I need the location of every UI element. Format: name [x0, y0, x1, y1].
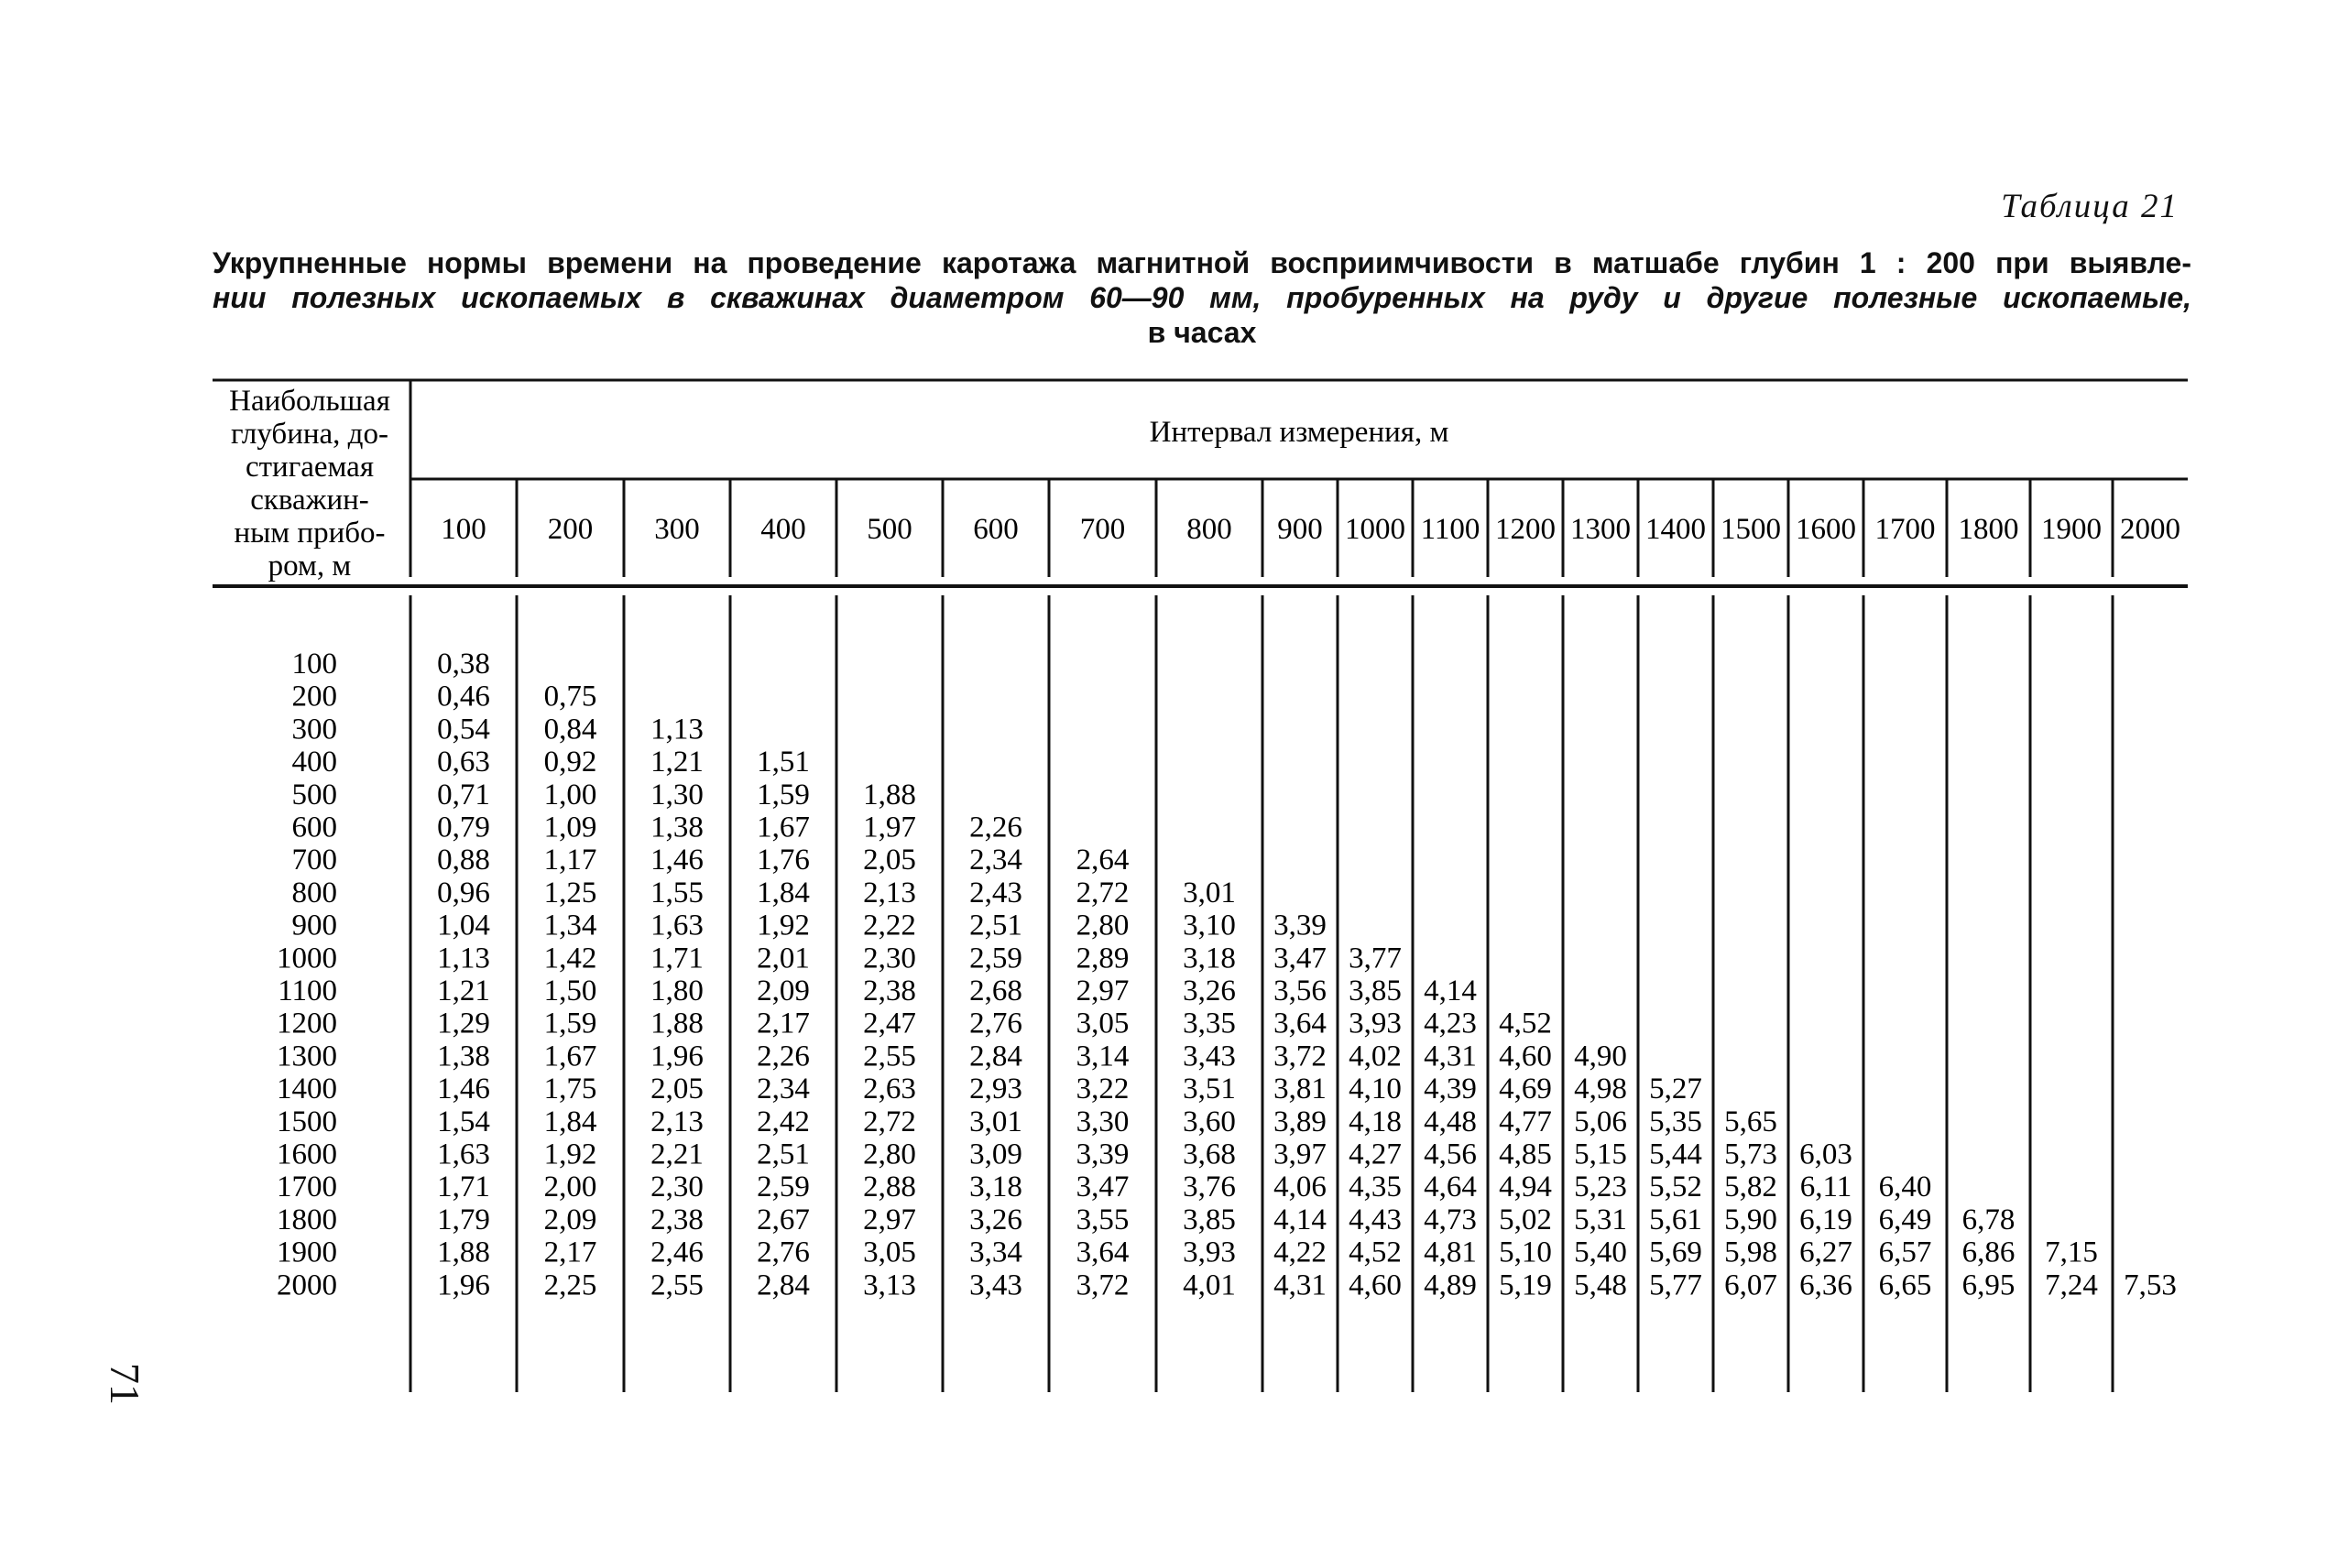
table-cell: 3,47: [1076, 1171, 1130, 1204]
table-cell: 5,61: [1649, 1203, 1702, 1236]
table-cell: 1,97: [863, 811, 916, 844]
table-cell: 6,57: [1878, 1236, 1932, 1269]
table-cell: 2,30: [650, 1171, 704, 1204]
table-cell: 1,46: [437, 1073, 490, 1106]
column-header: 1800: [1958, 513, 2019, 546]
table-cell: 5,69: [1649, 1236, 1702, 1269]
table-cell: 3,14: [1076, 1040, 1130, 1073]
table-cell: 3,64: [1273, 1007, 1327, 1040]
table-cell: 1,59: [543, 1007, 597, 1040]
column-header: 200: [547, 513, 594, 546]
table-cell: 3,93: [1349, 1007, 1402, 1040]
table-cell: 1,46: [650, 844, 704, 877]
interval-header: Интервал измерения, м: [1149, 416, 1449, 449]
table-cell: 5,73: [1724, 1138, 1777, 1171]
table-cell: 3,85: [1349, 975, 1402, 1007]
table-cell: 4,14: [1424, 975, 1477, 1007]
table-cell: 4,69: [1499, 1073, 1552, 1106]
table-cell: 6,78: [1961, 1203, 2016, 1236]
table-cell: 4,94: [1499, 1171, 1552, 1204]
table-cell: 0,71: [437, 778, 490, 811]
table-cell: 1,80: [650, 975, 704, 1007]
row-depth-label: 1500: [277, 1105, 337, 1138]
table-cell: 3,09: [969, 1138, 1022, 1171]
table-cell: 0,79: [437, 811, 490, 844]
table-cell: 4,52: [1349, 1236, 1402, 1269]
row-depth-label: 1800: [277, 1203, 337, 1236]
row-depth-label: 1600: [277, 1138, 337, 1171]
table-cell: 1,67: [757, 811, 810, 844]
column-header: 1100: [1420, 513, 1480, 546]
table-cell: 1,84: [757, 876, 810, 909]
table-cell: 4,10: [1349, 1073, 1402, 1106]
table-cell: 2,01: [757, 942, 810, 975]
row-depth-label: 800: [291, 876, 337, 909]
table-cell: 5,35: [1649, 1105, 1702, 1138]
table-cell: 0,88: [437, 844, 490, 877]
stub-header: [229, 385, 390, 583]
table-cell: 3,93: [1183, 1236, 1236, 1269]
table-cell: 4,18: [1349, 1105, 1402, 1138]
table-cell: 1,59: [757, 778, 810, 811]
table-cell: 3,72: [1273, 1040, 1327, 1073]
table-cell: 1,00: [543, 778, 597, 811]
table-cell: 4,64: [1424, 1171, 1477, 1204]
table-cell: 1,21: [650, 746, 704, 779]
table-cell: 3,60: [1183, 1105, 1236, 1138]
table-cell: 2,34: [969, 844, 1022, 877]
table-cell: 5,23: [1574, 1171, 1627, 1204]
table-cell: 5,19: [1499, 1269, 1552, 1302]
column-header: 1600: [1796, 513, 1856, 546]
table-cell: 1,76: [757, 844, 810, 877]
table-cell: 4,90: [1574, 1040, 1627, 1073]
table-cell: 2,51: [757, 1138, 810, 1171]
table-cell: 4,48: [1424, 1105, 1477, 1138]
table-cell: 2,05: [650, 1073, 704, 1106]
table-cell: 0,63: [437, 746, 490, 779]
table-cell: 1,38: [437, 1040, 490, 1073]
table-cell: 2,63: [863, 1073, 916, 1106]
table-cell: 0,84: [543, 713, 597, 746]
table-cell: 1,04: [437, 909, 490, 942]
row-depth-label: 300: [291, 713, 337, 746]
table-cell: 3,39: [1076, 1138, 1130, 1171]
table-cell: 4,35: [1349, 1171, 1402, 1204]
row-depth-label: 1100: [278, 975, 337, 1007]
table-cell: 1,71: [437, 1171, 490, 1204]
table-cell: 6,49: [1878, 1203, 1932, 1236]
table-cell: 4,81: [1424, 1236, 1477, 1269]
table-cell: 1,51: [757, 746, 810, 779]
table-cell: 4,39: [1424, 1073, 1477, 1106]
table-cell: 5,77: [1649, 1269, 1702, 1302]
table-cell: 1,30: [650, 778, 704, 811]
table-cell: 1,55: [650, 876, 704, 909]
table-cell: 3,72: [1076, 1269, 1130, 1302]
table-cell: 6,40: [1878, 1171, 1932, 1204]
table-cell: 3,85: [1183, 1203, 1236, 1236]
table-cell: 2,55: [650, 1269, 704, 1302]
row-depth-label: 600: [291, 811, 337, 844]
table-cell: 5,31: [1574, 1203, 1627, 1236]
table-cell: 3,51: [1183, 1073, 1236, 1106]
table-cell: 0,75: [543, 680, 597, 713]
table-cell: 5,82: [1724, 1171, 1777, 1204]
table-cell: 1,71: [650, 942, 704, 975]
table-cell: 7,53: [2124, 1269, 2177, 1302]
table-cell: 2,64: [1076, 844, 1130, 877]
column-header: 800: [1186, 513, 1232, 546]
table-cell: 2,09: [757, 975, 810, 1007]
table-cell: 2,21: [650, 1138, 704, 1171]
table-cell: 3,22: [1076, 1073, 1130, 1106]
table-cell: 3,55: [1076, 1203, 1130, 1236]
table-cell: 3,18: [1183, 942, 1236, 975]
table-cell: 2,46: [650, 1236, 704, 1269]
row-depth-label: 400: [291, 746, 337, 779]
title-line-2: нии полезных ископаемых в скважинах диаметром 60—90 мм, пробуренных на руду и другие полезные ископаемые,: [213, 281, 2191, 314]
table-cell: 7,24: [2045, 1269, 2098, 1302]
table-cell: 3,89: [1273, 1105, 1327, 1138]
table-cell: 2,13: [650, 1105, 704, 1138]
table-cell: 1,42: [543, 942, 597, 975]
row-depth-label: 2000: [277, 1269, 337, 1302]
table-cell: 1,13: [437, 942, 490, 975]
stub-header-line: Наибольшая: [229, 385, 390, 418]
table-cell: 6,36: [1799, 1269, 1852, 1302]
stub-header-line: ным прибо-: [234, 517, 386, 550]
table-cell: 2,93: [969, 1073, 1022, 1106]
row-depth-label: 1700: [277, 1171, 337, 1204]
table-cell: 1,50: [543, 975, 597, 1007]
table-cell: 5,40: [1574, 1236, 1627, 1269]
table-cell: 2,47: [863, 1007, 916, 1040]
column-header: 1200: [1495, 513, 1556, 546]
table-cell: 4,73: [1424, 1203, 1477, 1236]
table-cell: 3,05: [1076, 1007, 1130, 1040]
column-header: 1500: [1721, 513, 1781, 546]
table-cell: 4,98: [1574, 1073, 1627, 1106]
table-cell: 5,65: [1724, 1105, 1777, 1138]
table-cell: 3,18: [969, 1171, 1022, 1204]
table-cell: 2,26: [969, 811, 1022, 844]
table-cell: 1,34: [543, 909, 597, 942]
table-cell: 2,30: [863, 942, 916, 975]
table-cell: 5,90: [1724, 1203, 1777, 1236]
stub-header-line: стигаемая: [245, 451, 375, 484]
table-cell: 3,01: [1183, 876, 1236, 909]
table-cell: 2,55: [863, 1040, 916, 1073]
table-cell: 2,76: [969, 1007, 1022, 1040]
table-cell: 1,29: [437, 1007, 490, 1040]
table-cell: 2,38: [650, 1203, 704, 1236]
table-cell: 1,17: [543, 844, 597, 877]
table-cell: 3,30: [1076, 1105, 1130, 1138]
table-cell: 4,27: [1349, 1138, 1402, 1171]
table-cell: 3,26: [1183, 975, 1236, 1007]
table-cell: 3,39: [1273, 909, 1327, 942]
table-cell: 6,03: [1799, 1138, 1852, 1171]
column-header: 1900: [2041, 513, 2102, 546]
table-cell: 3,97: [1273, 1138, 1327, 1171]
row-depth-label: 200: [291, 680, 337, 713]
column-header: 700: [1079, 513, 1126, 546]
table-cell: 2,80: [863, 1138, 916, 1171]
column-header: 1000: [1345, 513, 1405, 546]
table-cell: 3,77: [1349, 942, 1402, 975]
column-header: 400: [760, 513, 806, 546]
table-cell: 2,38: [863, 975, 916, 1007]
column-header: 600: [973, 513, 1019, 546]
table-cell: 4,31: [1273, 1269, 1327, 1302]
table-cell: 2,97: [1076, 975, 1130, 1007]
table-cell: 0,54: [437, 713, 490, 746]
table-cell: 0,38: [437, 648, 490, 681]
table-cell: 1,88: [437, 1236, 490, 1269]
table-cell: 4,56: [1424, 1138, 1477, 1171]
table-cell: 4,43: [1349, 1203, 1402, 1236]
table-cell: 3,81: [1273, 1073, 1327, 1106]
table-label: Таблица 21: [2001, 188, 2179, 225]
table-cell: 2,17: [757, 1007, 810, 1040]
table-cell: 1,21: [437, 975, 490, 1007]
table-cell: 2,43: [969, 876, 1022, 909]
table-cell: 0,46: [437, 680, 490, 713]
table-cell: 3,34: [969, 1236, 1022, 1269]
table-cell: 3,68: [1183, 1138, 1236, 1171]
table-cell: 2,97: [863, 1203, 916, 1236]
table-cell: 2,00: [543, 1171, 597, 1204]
table-cell: 0,96: [437, 876, 490, 909]
table-cell: 2,68: [969, 975, 1022, 1007]
table-cell: 2,34: [757, 1073, 810, 1106]
table-cell: 7,15: [2045, 1236, 2098, 1269]
table-cell: 4,89: [1424, 1269, 1477, 1302]
table-cell: 6,86: [1961, 1236, 2016, 1269]
table-cell: 6,95: [1961, 1269, 2016, 1302]
table-cell: 1,84: [543, 1105, 597, 1138]
table-cell: 5,52: [1649, 1171, 1702, 1204]
table-cell: 2,17: [543, 1236, 597, 1269]
table-cell: 5,44: [1649, 1138, 1702, 1171]
table-cell: 3,76: [1183, 1171, 1236, 1204]
table-cell: 2,84: [757, 1269, 810, 1302]
table-cell: 2,51: [969, 909, 1022, 942]
table-cell: 6,11: [1799, 1171, 1852, 1204]
column-header: 100: [441, 513, 486, 546]
table-cell: 2,72: [1076, 876, 1130, 909]
table-cell: 4,23: [1424, 1007, 1477, 1040]
table-cell: 1,63: [650, 909, 704, 942]
table-cell: 2,26: [757, 1040, 810, 1073]
column-header: 300: [654, 513, 700, 546]
table-cell: 1,88: [650, 1007, 704, 1040]
row-depth-label: 700: [291, 844, 337, 877]
table-cell: 2,72: [863, 1105, 916, 1138]
table-cell: 6,65: [1878, 1269, 1932, 1302]
table-cell: 3,35: [1183, 1007, 1236, 1040]
table-cell: 5,48: [1574, 1269, 1627, 1302]
table-cell: 4,14: [1273, 1203, 1327, 1236]
column-header: 500: [867, 513, 912, 546]
table-cell: 3,05: [863, 1236, 916, 1269]
table-cell: 5,06: [1574, 1105, 1627, 1138]
table-cell: 2,05: [863, 844, 916, 877]
table-cell: 2,42: [757, 1105, 810, 1138]
table-cell: 5,27: [1649, 1073, 1702, 1106]
table-cell: 4,60: [1349, 1269, 1402, 1302]
table-cell: 1,63: [437, 1138, 490, 1171]
table-cell: 2,80: [1076, 909, 1130, 942]
row-depth-label: 1900: [277, 1236, 337, 1269]
table-cell: 4,31: [1424, 1040, 1477, 1073]
table-cell: 2,59: [969, 942, 1022, 975]
column-header: 1700: [1874, 513, 1936, 546]
title-line-3: в часах: [1147, 316, 1257, 349]
table-cell: 2,13: [863, 876, 916, 909]
table-cell: 6,07: [1724, 1269, 1777, 1302]
table-cell: 3,10: [1183, 909, 1236, 942]
table-cell: 1,96: [437, 1269, 490, 1302]
table-cell: 3,43: [969, 1269, 1022, 1302]
table-cell: 1,88: [863, 778, 916, 811]
row-depth-label: 1200: [277, 1007, 337, 1040]
table-cell: 3,13: [863, 1269, 916, 1302]
stub-header-line: глубина, до-: [231, 418, 388, 451]
table-cell: 2,59: [757, 1171, 810, 1204]
row-depth-label: 500: [291, 778, 337, 811]
table-cell: 6,19: [1799, 1203, 1852, 1236]
table-cell: 1,75: [543, 1073, 597, 1106]
table-cell: 1,96: [650, 1040, 704, 1073]
table-cell: 2,22: [863, 909, 916, 942]
table-cell: 3,47: [1273, 942, 1327, 975]
table-cell: 2,25: [543, 1269, 597, 1302]
row-depth-label: 1000: [277, 942, 337, 975]
table-cell: 4,06: [1273, 1171, 1327, 1204]
row-depth-label: 1300: [277, 1040, 337, 1073]
table-cell: 1,13: [650, 713, 704, 746]
table-cell: 2,88: [863, 1171, 916, 1204]
table-cell: 6,27: [1799, 1236, 1852, 1269]
table-cell: 5,10: [1499, 1236, 1552, 1269]
table-cell: 1,79: [437, 1203, 490, 1236]
row-depth-label: 100: [291, 648, 337, 681]
table-cell: 2,84: [969, 1040, 1022, 1073]
table-cell: 1,92: [543, 1138, 597, 1171]
table-cell: 1,09: [543, 811, 597, 844]
table-cell: 4,85: [1499, 1138, 1552, 1171]
table-cell: 5,02: [1499, 1203, 1552, 1236]
column-header: 1400: [1645, 513, 1706, 546]
table-body: [277, 648, 2177, 1301]
column-header: 900: [1277, 513, 1323, 546]
table-cell: 2,76: [757, 1236, 810, 1269]
table-cell: 3,26: [969, 1203, 1022, 1236]
row-depth-label: 1400: [277, 1073, 337, 1106]
table-cell: 4,01: [1183, 1269, 1236, 1302]
table-cell: 3,01: [969, 1105, 1022, 1138]
table-cell: 1,67: [543, 1040, 597, 1073]
table-cell: 4,02: [1349, 1040, 1402, 1073]
table-cell: 1,38: [650, 811, 704, 844]
table-cell: 5,15: [1574, 1138, 1627, 1171]
table-cell: 0,92: [543, 746, 597, 779]
table-cell: 4,77: [1499, 1105, 1552, 1138]
column-headers: [441, 416, 2180, 546]
stub-header-line: ром, м: [268, 550, 352, 583]
table-cell: 2,67: [757, 1203, 810, 1236]
table-cell: 4,52: [1499, 1007, 1552, 1040]
title-line-1: Укрупненные нормы времени на проведение каротажа магнитной восприимчивости в матшабе глубин 1 : 200 при выявле-: [213, 246, 2191, 279]
table-cell: 3,43: [1183, 1040, 1236, 1073]
table-cell: 5,98: [1724, 1236, 1777, 1269]
row-depth-label: 900: [291, 909, 337, 942]
table-cell: 4,60: [1499, 1040, 1552, 1073]
table-cell: 3,56: [1273, 975, 1327, 1007]
table-cell: 1,25: [543, 876, 597, 909]
table-cell: 1,92: [757, 909, 810, 942]
page-number: 71: [102, 1363, 148, 1405]
table-cell: 2,89: [1076, 942, 1130, 975]
table-cell: 3,64: [1076, 1236, 1130, 1269]
column-header: 2000: [2120, 513, 2180, 546]
stub-header-line: скважин-: [250, 484, 369, 517]
table-cell: 4,22: [1273, 1236, 1327, 1269]
table-cell: 2,09: [543, 1203, 597, 1236]
table-cell: 1,54: [437, 1105, 490, 1138]
column-header: 1300: [1570, 513, 1631, 546]
